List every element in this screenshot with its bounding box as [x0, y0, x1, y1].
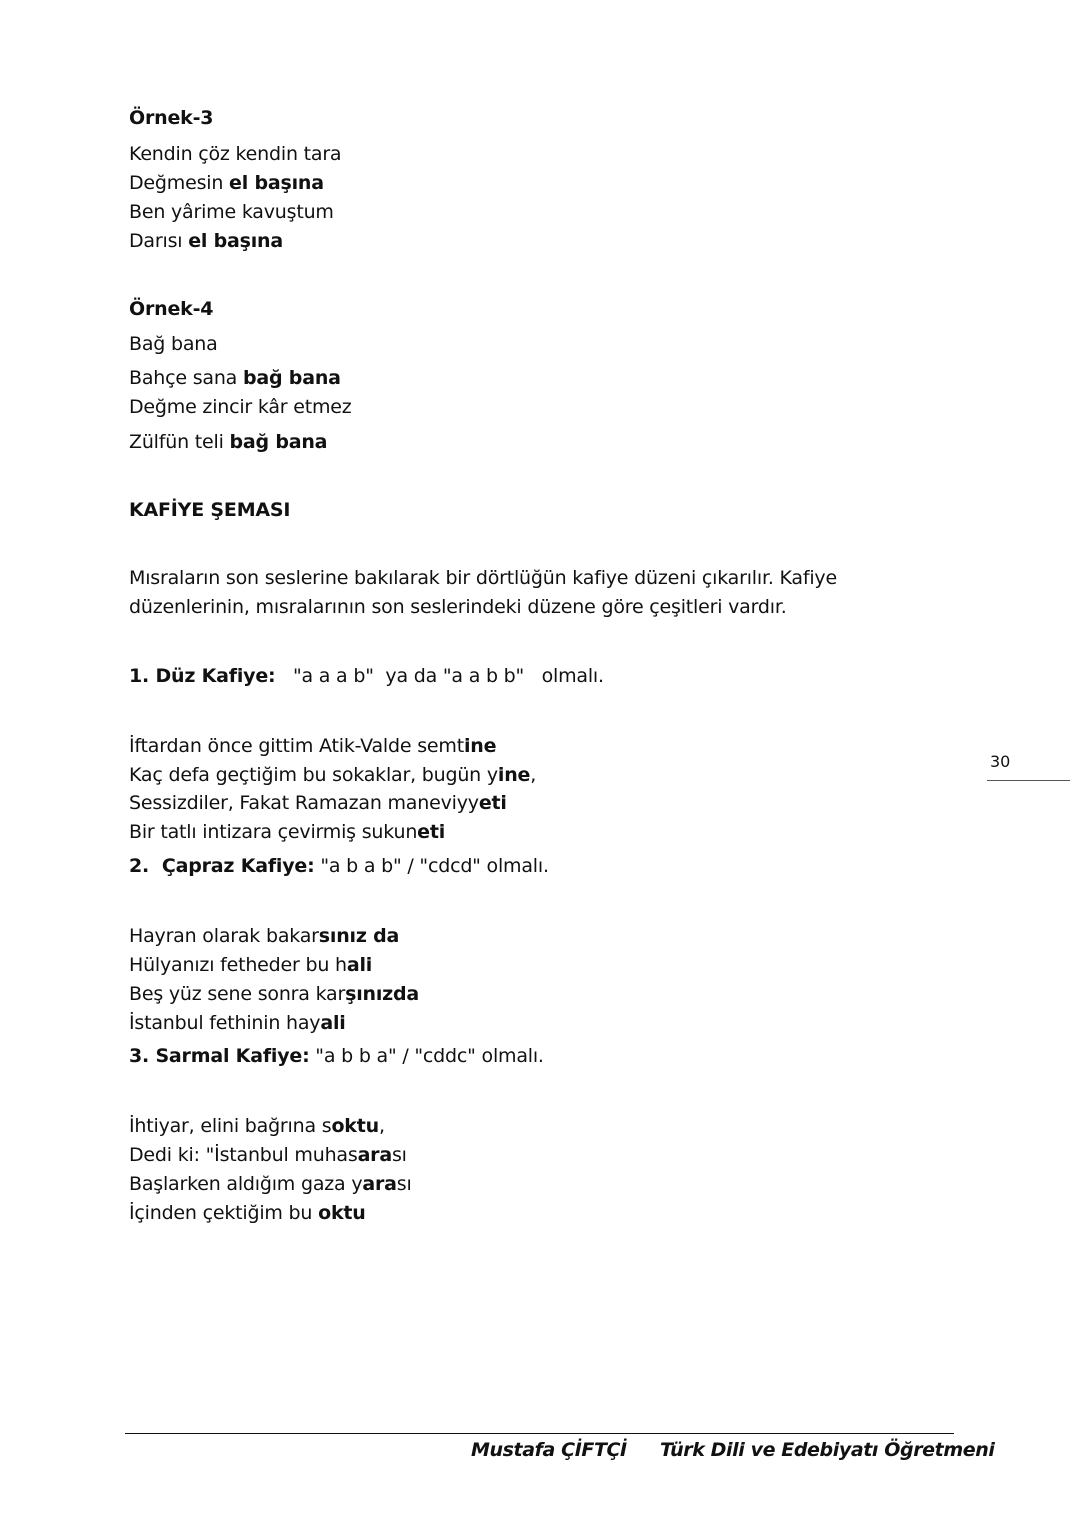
- poem-line: Kendin çöz kendin tara: [129, 143, 342, 165]
- page-number-divider: [987, 780, 1070, 781]
- poem-line: Bahçe sana bağ bana: [129, 367, 341, 389]
- poem-line: İçinden çektiğim bu oktu: [129, 1202, 366, 1224]
- example-4-title: Örnek-4: [129, 298, 214, 320]
- poem-line: İftardan önce gittim Atik-Valde semtine: [129, 735, 497, 757]
- footer-author: Mustafa ÇİFTÇİ: [471, 1439, 627, 1461]
- section-title: KAFİYE ŞEMASI: [129, 499, 291, 521]
- section-intro: Mısraların son seslerine bakılarak bir dörtlüğün kafiye düzeni çıkarılır. Kafiye düzenlerinin, mısralarının son seslerindeki düzene göre çeşitleri vardır.: [129, 567, 837, 618]
- rhyme-type-2: 2. Çapraz Kafiye: "a b a b" / "cdcd" olmalı.: [129, 855, 549, 877]
- example-3-title: Örnek-3: [129, 107, 214, 129]
- poem-line: Başlarken aldığım gaza yarası: [129, 1173, 412, 1195]
- poem-line: Kaç defa geçtiğim bu sokaklar, bugün yine,: [129, 764, 537, 786]
- poem-line: Hülyanızı fetheder bu hali: [129, 954, 373, 976]
- rhyme-type-1: 1. Düz Kafiye: "a a a b" ya da "a a b b" olmalı.: [129, 665, 604, 687]
- poem-line: Zülfün teli bağ bana: [129, 431, 328, 453]
- page-number: 30: [990, 752, 1011, 771]
- footer-divider: [125, 1433, 954, 1434]
- footer-role: Türk Dili ve Edebiyatı Öğretmeni: [660, 1439, 995, 1461]
- poem-line: Hayran olarak bakarsınız da: [129, 925, 400, 947]
- poem-line: Değme zincir kâr etmez: [129, 396, 352, 418]
- poem-line: Darısı el başına: [129, 230, 283, 252]
- poem-line: Ben yârime kavuştum: [129, 201, 334, 223]
- poem-line: Bağ bana: [129, 333, 218, 355]
- poem-line: İhtiyar, elini bağrına soktu,: [129, 1115, 385, 1137]
- poem-line: Dedi ki: "İstanbul muhasarası: [129, 1144, 407, 1166]
- poem-line: Değmesin el başına: [129, 172, 324, 194]
- poem-line: Sessizdiler, Fakat Ramazan maneviyyeti: [129, 792, 507, 814]
- poem-line: Beş yüz sene sonra karşınızda: [129, 983, 420, 1005]
- poem-line: İstanbul fethinin hayali: [129, 1012, 346, 1034]
- poem-line: Bir tatlı intizara çevirmiş sukuneti: [129, 821, 446, 843]
- rhyme-type-3: 3. Sarmal Kafiye: "a b b a" / "cddc" olmalı.: [129, 1045, 544, 1067]
